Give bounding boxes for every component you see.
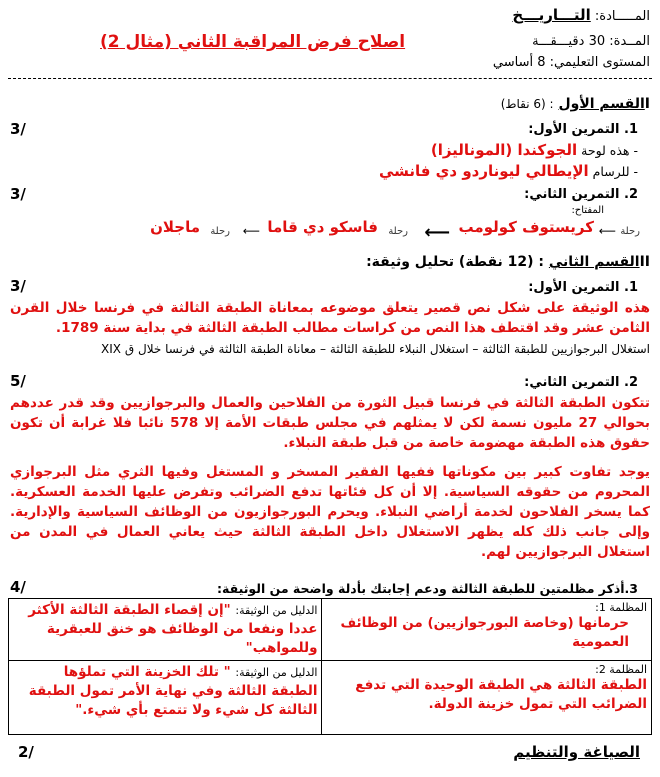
key-label: المفتاح: [571,205,604,216]
section3-title: الصياغة والتنظيم [513,743,640,761]
duration-label: المــدة: [609,34,650,49]
s1-ex1-title: 1. التمرين الأول: [528,122,638,137]
subject-label: المـــــادة: [594,9,650,24]
evidence-text-1: "إن إقصاء الطبقة الثالثة الأكثر عددا ونفعا من الوظائف هو خنق للعبقرية وللمواهب" [28,602,318,656]
s1-ex2-score: 3/ [10,185,26,203]
arrow-icon-1: ⟵ [598,224,616,238]
section2-title: القسم الثاني [548,254,640,270]
s2-ex2-paragraph-2: يوجد تفاوت كبير بين مكوناتها ففيها الفقير المسخر و المستغل وفيها الثري مثل البرجوازي المحروم من حقوقه السياسية. إلا أن كل فئاتها تدفع الضرائب وتفرض عليها الخدمة العسكرية. كما يسخر الفلاحون لخدمة أراضي النبلاء. ويحرم البورجوازيون من الوظائف السياسية والإدارية. وإلى جانب ذلك كله يظهر الاستغلال داخل الطبقة الثالثة حيث يعاني العمال في المدن من استغلال البرجوازيين لهم. [10,464,650,560]
section2-points: : (12 نقطة) تحليل وثيقة: [366,254,545,270]
arrow-icon-3: ⟵ [242,224,260,238]
grievance-text-1: حرمانها (وخاصة البورجوازيين) من الوظائف العمومية [340,615,629,650]
s2-ex1-title: 1. التمرين الأول: [528,280,638,295]
s2-ex2-paragraph-1: تتكون الطبقة الثالثة في فرنسا قبيل الثورة من الفلاحين والعمال والبرجوازيين وقد قدر عددهم بحوالي 27 مليون نسمة لكن لا يمثلهم في مجلس طبقات الأمة إلا 578 نائبا فلا غرابة أن تكون حقوق هذه الطبقة مهضومة خاصة من قبل طبقة النبلاء. [10,395,650,451]
s2-ex1-score: 3/ [10,277,26,295]
dashed-divider [8,78,652,79]
grievances-table [8,598,652,735]
s2-ex1-keywords: استغلال البرجوازيين للطبقة الثالثة – استغلال النبلاء للطبقة الثالثة – معاناة الطبقة الثالثة في فرنسا خلال ق XIX [101,342,650,356]
subject-line [512,6,650,24]
evidence-cell-1 [9,599,322,661]
subject-value: التـــاريـــخ [512,6,591,24]
evidence-text-2: " تلك الخزينة التي تملؤها الطبقة الثالثة وفي نهاية الأمر تمول الطبقة الثالثة كل شيء ولا تتمتع بأي شيء." [28,664,318,718]
s2-ex1-answer: هذه الوثيقة على شكل نص قصير يتعلق موضوعه بمعاناة الطبقة الثالثة في فرنسا خلال القرن الثامن عشر وقد اقتطف هذا النص من كراسات مطالب الطبقة الثالثة في بداية سنة 1789. [10,300,650,336]
s1-ex1-line2 [379,162,638,180]
explorer-vasco: فاسكو دي قاما [267,218,378,236]
section3-score: 2/ [18,743,34,761]
table-row [9,661,652,735]
section2-heading [366,254,650,270]
duration-line [532,34,650,49]
grievance-cell-2 [322,661,652,735]
grievance-label-1: المظلمة 1: [595,601,647,614]
grievance-cell-1 [322,599,652,661]
section3-heading [513,743,640,761]
s1-ex1-line1-prefix: - هذه لوحة [581,143,638,158]
section1-num: I [644,96,650,112]
level-value: 8 أساسي [492,55,546,70]
duration-value: 30 دقيـــقـــة [532,34,606,49]
trip-label-1: رحلة [620,226,640,237]
section1-title: القسم الأول [558,96,645,112]
page-title: اصلاح فرض المراقبة الثاني (مثال 2) [100,32,406,52]
s2-ex2-title: 2. التمرين الثاني: [524,375,638,390]
level-label: المستوى التعليمي: [549,55,650,70]
evidence-label-1: الدليل من الوثيقة: [235,604,318,617]
s2-ex3-score: 4/ [10,578,26,596]
s1-ex1-line2-answer: الإيطالي ليوناردو دي فانشي [378,162,589,180]
section2-num: II [639,254,650,270]
s1-ex1-line1-answer: الجوكندا (الموناليزا) [430,141,578,159]
trip-label-3: رحلة [210,226,230,237]
s1-ex1-line2-prefix: - للرسام [592,164,638,179]
arrow-icon-2: ⟵ [424,222,450,243]
trip-label-2: رحلة [388,226,408,237]
trip-key-row [40,216,640,246]
s2-ex2-score: 5/ [10,372,26,390]
grievance-text-2: الطبقة الثالثة هي الطبقة الوحيدة التي تدفع الضرائب التي تمول خزينة الدولة. [355,677,647,712]
s2-ex3-title: 3.أذكر مظلمتين للطبقة الثالثة ودعم إجابتك بأدلة واضحة من الوثيقة: [217,581,638,596]
s1-ex1-score: 3/ [10,120,26,138]
evidence-cell-2 [9,661,322,735]
table-row [9,599,652,661]
s1-ex2-title: 2. التمرين الثاني: [524,187,638,202]
explorer-columbus: كريستوف كولومب [458,218,594,236]
section1-points: : (6 نقاط) [500,97,554,111]
evidence-label-2: الدليل من الوثيقة: [235,666,318,679]
level-line [493,55,650,70]
section1-heading [501,96,650,112]
grievance-label-2: المظلمة 2: [595,663,647,676]
s1-ex1-line1 [431,141,638,159]
explorer-magellan: ماجلان [150,218,200,236]
